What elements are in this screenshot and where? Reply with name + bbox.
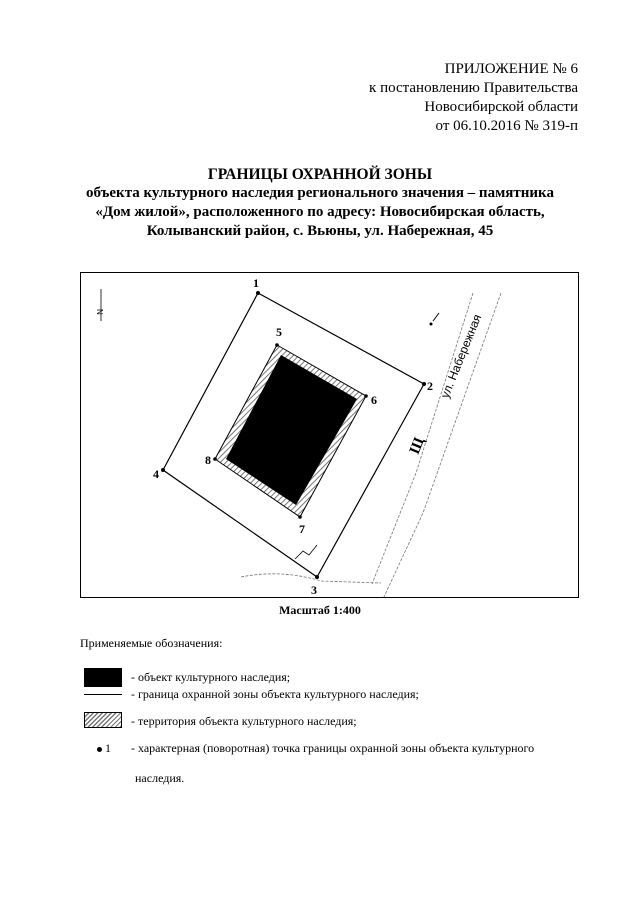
point-8-marker xyxy=(213,457,217,461)
legend-point-text: - характерная (поворотная) точка границы охранной зоны объекта культурного xyxy=(131,741,535,755)
point-3-label: 3 xyxy=(311,583,317,597)
title-line-3: «Дом жилой», расположенного по адресу: Новосибирская область, xyxy=(95,204,545,220)
point-5-marker xyxy=(275,343,279,347)
legend-object-swatch xyxy=(84,668,122,687)
point-3-marker xyxy=(315,575,319,579)
street-curb-outer xyxy=(372,293,473,584)
entrance-marker xyxy=(295,545,317,559)
point-5-label: 5 xyxy=(276,325,282,339)
legend-boundary-text: - граница охранной зоны объекта культурного наследия; xyxy=(131,687,419,701)
point-6-marker xyxy=(364,394,368,398)
building-type-label: Щ xyxy=(406,435,428,457)
legend-point-number: 1 xyxy=(105,741,111,755)
appendix-header xyxy=(369,60,578,136)
legend-heading: Применяемые обозначения: xyxy=(80,636,223,650)
legend-territory-text: - территория объекта культурного наследия; xyxy=(131,714,357,728)
point-6-label: 6 xyxy=(371,393,377,407)
north-label: N xyxy=(95,309,104,315)
legend-object-text: - объект культурного наследия; xyxy=(131,670,291,684)
appendix-region: Новосибирской области xyxy=(424,99,578,115)
legend-territory-swatch xyxy=(84,712,122,728)
legend-boundary-swatch xyxy=(84,694,122,695)
site-map xyxy=(80,272,579,598)
heritage-object xyxy=(226,355,357,505)
point-7-marker xyxy=(298,515,302,519)
document-title xyxy=(0,165,640,241)
title-line-4: Колыванский район, с. Вьюны, ул. Набережная, 45 xyxy=(146,223,494,239)
legend-point-text-cont: наследия. xyxy=(135,771,185,785)
street-curb-inner xyxy=(383,293,501,598)
street-marker xyxy=(433,313,439,321)
appendix-number: ПРИЛОЖЕНИЕ № 6 xyxy=(444,61,578,77)
street-label: ул. Набережная xyxy=(437,312,485,401)
appendix-date: от 06.10.2016 № 319-п xyxy=(435,118,578,134)
point-2-label: 2 xyxy=(427,379,433,393)
title-line-2: объекта культурного наследия регионального значения – памятника xyxy=(86,185,554,201)
appendix-decree: к постановлению Правительства xyxy=(369,80,578,96)
point-7-label: 7 xyxy=(299,522,305,536)
point-2-marker xyxy=(422,382,426,386)
point-4-label: 4 xyxy=(153,467,159,481)
point-4-marker xyxy=(161,468,165,472)
legend-point-swatch xyxy=(97,741,111,756)
title-line-1: ГРАНИЦЫ ОХРАННОЙ ЗОНЫ xyxy=(207,166,433,183)
road-edge-bottom xyxy=(241,574,381,583)
point-8-label: 8 xyxy=(205,453,211,467)
map-scale: Масштаб 1:400 xyxy=(279,603,361,617)
street-marker-dot xyxy=(430,323,433,326)
point-1-marker xyxy=(256,291,260,295)
site-map-drawing xyxy=(81,273,579,598)
point-1-label: 1 xyxy=(253,276,259,290)
point-dot-icon xyxy=(97,747,102,752)
